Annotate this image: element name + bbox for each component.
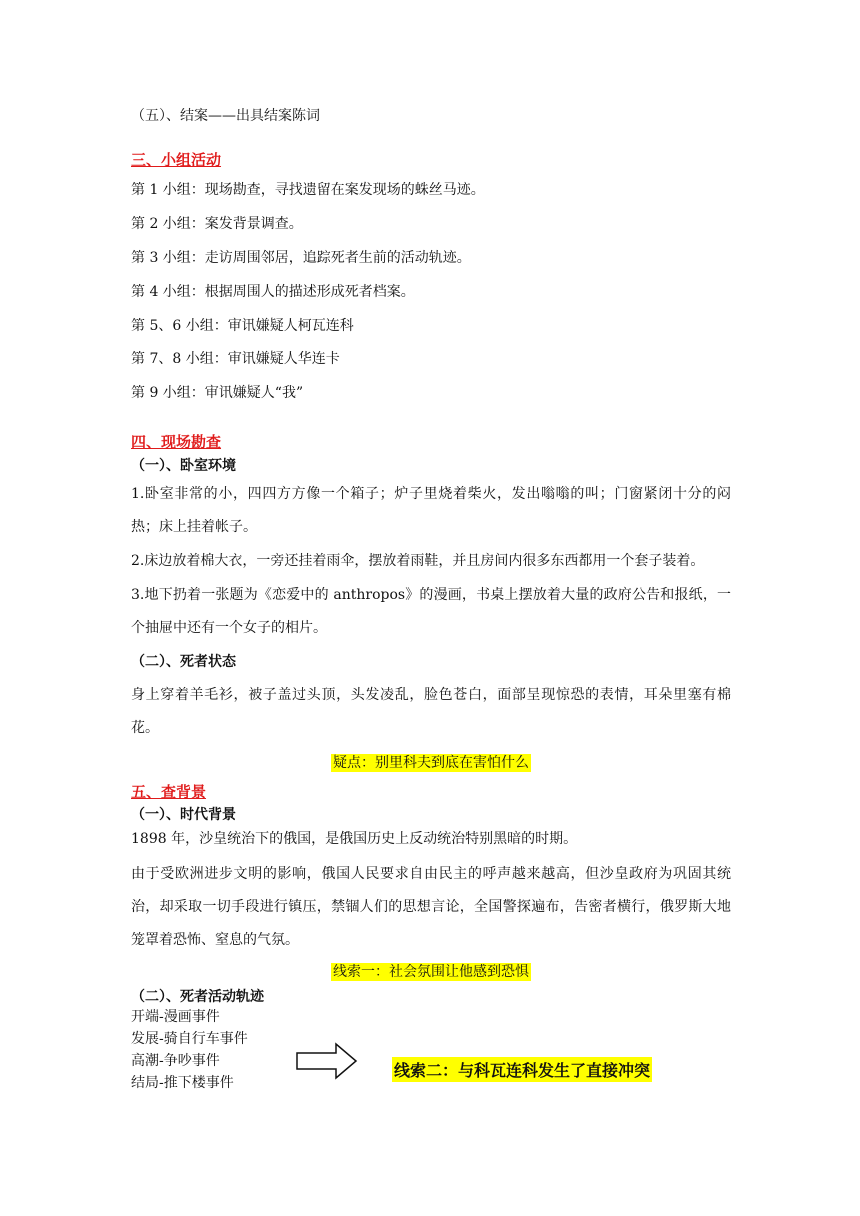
era-paragraph-2: 由于受欧洲进步文明的影响，俄国人民要求自由民主的呼声越来越高，但沙皇政府为巩固其统治，却采取一切手段进行镇压，禁锢人们的思想言论，全国警探遍布，告密者横行，俄罗斯大地笼罩着恐怖、窒息的气氛。 bbox=[131, 866, 731, 948]
subheading-era-background: （一）、时代背景 bbox=[131, 807, 236, 823]
trail-event: 发展-骑自行车事件 bbox=[131, 1031, 248, 1047]
group-item: 第 1 小组：现场勘查，寻找遗留在案发现场的蛛丝马迹。 bbox=[131, 182, 485, 198]
group-item: 第 3 小组：走访周围邻居，追踪死者生前的活动轨迹。 bbox=[131, 250, 471, 266]
right-arrow-icon bbox=[296, 1043, 358, 1079]
section-heading-background: 五、查背景 bbox=[131, 783, 207, 801]
doubt-line bbox=[131, 753, 731, 773]
conclusion-step: （五）、结案——出具结案陈词 bbox=[131, 108, 320, 124]
bedroom-paragraph-1: 1.卧室非常的小，四四方方像一个箱子；炉子里烧着柴火，发出嗡嗡的叫；门窗紧闭十分的闷热；床上挂着帐子。 bbox=[131, 486, 731, 535]
subheading-bedroom: （一）、卧室环境 bbox=[131, 458, 236, 474]
group-item: 第 5、6 小组：审讯嫌疑人柯瓦连科 bbox=[131, 318, 354, 334]
clue-two-highlight: 线索二：与科瓦连科发生了直接冲突 bbox=[392, 1057, 652, 1082]
group-item: 第 4 小组：根据周围人的描述形成死者档案。 bbox=[131, 284, 415, 300]
section-heading-group-activity: 三、小组活动 bbox=[131, 151, 222, 169]
bedroom-paragraph-2: 2.床边放着棉大衣，一旁还挂着雨伞，摆放着雨鞋，并且房间内很多东西都用一个套子装着。 bbox=[131, 553, 705, 569]
subheading-activity-trail: （二）、死者活动轨迹 bbox=[131, 989, 264, 1005]
era-paragraph-1: 1898 年，沙皇统治下的俄国，是俄国历史上反动统治特别黑暗的时期。 bbox=[131, 831, 578, 847]
trail-event: 高潮-争吵事件 bbox=[131, 1053, 220, 1069]
group-item: 第 2 小组：案发背景调查。 bbox=[131, 216, 303, 232]
doubt-highlight: 疑点：别里科夫到底在害怕什么 bbox=[333, 755, 529, 771]
clue-one-highlight: 线索一：社会氛围让他感到恐惧 bbox=[333, 964, 529, 980]
bedroom-paragraph-3: 3.地下扔着一张题为《恋爱中的 anthropos》的漫画，书桌上摆放着大量的政府公告和报纸，一个抽屉中还有一个女子的相片。 bbox=[131, 587, 731, 636]
group-item: 第 7、8 小组：审讯嫌疑人华连卡 bbox=[131, 351, 340, 367]
section-heading-scene-investigation: 四、现场勘查 bbox=[131, 433, 222, 451]
clue-two-clipped bbox=[392, 1050, 651, 1080]
subheading-deceased-state: （二）、死者状态 bbox=[131, 654, 236, 670]
group-item: 第 9 小组：审讯嫌疑人“我” bbox=[131, 385, 304, 401]
clue-one-line bbox=[131, 962, 731, 982]
deceased-state-paragraph: 身上穿着羊毛衫，被子盖过头顶，头发凌乱，脸色苍白，面部呈现惊恐的表情，耳朵里塞有棉花。 bbox=[131, 687, 731, 736]
trail-event: 结局-推下楼事件 bbox=[131, 1075, 234, 1091]
trail-event: 开端-漫画事件 bbox=[131, 1009, 220, 1025]
